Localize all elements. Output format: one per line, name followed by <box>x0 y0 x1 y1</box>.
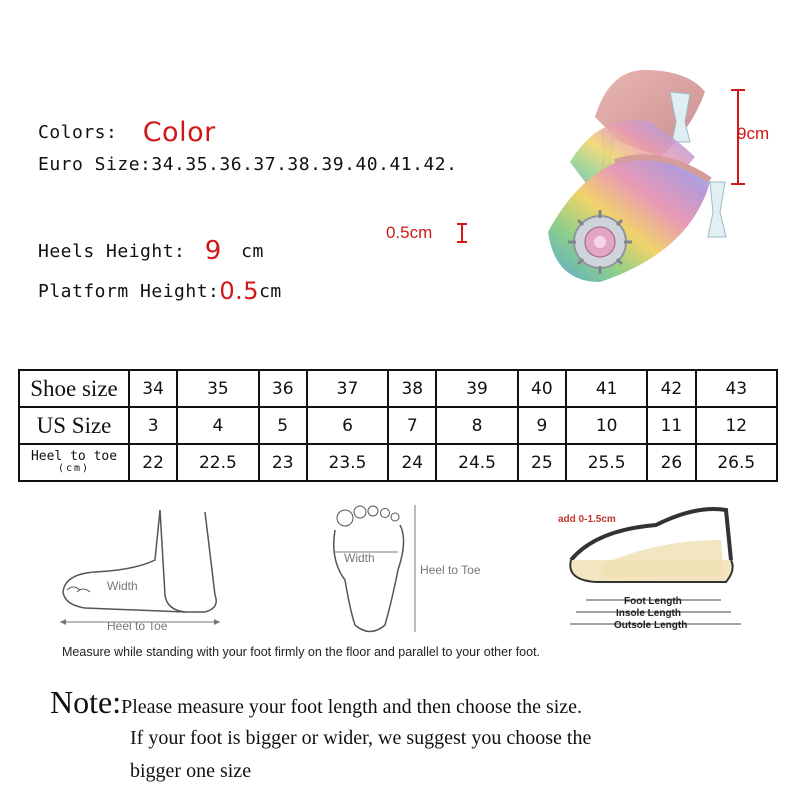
table-row <box>19 444 777 481</box>
platform-height-spec <box>38 275 282 303</box>
note-line-1: Please measure your foot length and then choose the size. <box>121 696 583 718</box>
table-cell: 9 <box>518 407 566 444</box>
colors-label: Colors: <box>38 122 118 143</box>
insole-length-label: Insole Length <box>616 608 681 619</box>
heel-to-toe-label: Heel to toe <box>30 448 118 464</box>
table-cell: 34 <box>129 370 177 407</box>
colors-spec <box>38 114 216 148</box>
table-cell: 12 <box>696 407 777 444</box>
size-note <box>50 684 591 783</box>
table-cell: 22 <box>129 444 177 481</box>
platform-height-value: 0.5 <box>219 277 260 305</box>
product-image <box>540 62 750 297</box>
outsole-length-label: Outsole Length <box>614 620 688 631</box>
row-label-heel-to-toe <box>19 444 129 481</box>
table-cell: 5 <box>259 407 307 444</box>
platform-height-unit: cm <box>259 281 282 302</box>
table-cell: 26.5 <box>696 444 777 481</box>
foot-length-label: Foot Length <box>624 596 682 607</box>
heel-height-label: Heels Height: <box>38 241 186 262</box>
size-chart-table <box>18 369 778 482</box>
table-cell: 26 <box>647 444 695 481</box>
heel-dimension-label: 9cm <box>737 124 770 143</box>
table-cell: 4 <box>177 407 258 444</box>
top-width-label: Width <box>344 551 375 565</box>
euro-size-label: Euro Size: <box>38 154 152 175</box>
row-label-shoe-size: Shoe size <box>19 370 129 407</box>
top-foot-diagram <box>330 500 510 640</box>
table-cell: 24 <box>388 444 436 481</box>
side-heel-to-toe-label: Heel to Toe <box>107 619 168 633</box>
table-cell: 42 <box>647 370 695 407</box>
table-cell: 25.5 <box>566 444 647 481</box>
table-row <box>19 407 777 444</box>
measure-caption: Measure while standing with your foot firmly on the floor and parallel to your other foot. <box>62 645 541 659</box>
euro-size-spec <box>38 154 457 175</box>
table-cell: 24.5 <box>436 444 517 481</box>
heel-height-spec <box>38 234 264 264</box>
table-cell: 41 <box>566 370 647 407</box>
note-line-3: bigger one size <box>130 760 252 782</box>
table-cell: 11 <box>647 407 695 444</box>
top-heel-to-toe-label: Heel to Toe <box>420 563 481 577</box>
table-cell: 40 <box>518 370 566 407</box>
table-cell: 35 <box>177 370 258 407</box>
table-cell: 43 <box>696 370 777 407</box>
unit-label: (cm) <box>57 462 91 474</box>
table-cell: 3 <box>129 407 177 444</box>
side-width-label: Width <box>107 579 138 593</box>
table-cell: 38 <box>388 370 436 407</box>
table-cell: 6 <box>307 407 388 444</box>
platform-dimension-label: 0.5cm <box>386 223 433 242</box>
table-row <box>19 370 777 407</box>
table-cell: 7 <box>388 407 436 444</box>
table-cell: 10 <box>566 407 647 444</box>
platform-dimension-marker <box>456 223 468 243</box>
row-label-us-size: US Size <box>19 407 129 444</box>
colors-value: Color <box>142 117 216 148</box>
table-cell: 37 <box>307 370 388 407</box>
note-title: Note: <box>50 684 122 720</box>
side-foot-diagram <box>55 500 235 640</box>
note-line-2: If your foot is bigger or wider, we suggest you choose the <box>130 727 592 749</box>
add-length-label: add 0-1.5cm <box>558 514 616 525</box>
table-cell: 36 <box>259 370 307 407</box>
platform-height-label: Platform Height: <box>38 281 220 302</box>
mule-shoe-illustration <box>540 62 750 297</box>
insole-length-diagram <box>556 500 756 640</box>
table-cell: 39 <box>436 370 517 407</box>
table-cell: 22.5 <box>177 444 258 481</box>
table-cell: 25 <box>518 444 566 481</box>
euro-size-value: 34.35.36.37.38.39.40.41.42. <box>151 154 458 175</box>
table-cell: 23.5 <box>307 444 388 481</box>
table-cell: 8 <box>436 407 517 444</box>
heel-height-unit: cm <box>241 241 264 262</box>
table-cell: 23 <box>259 444 307 481</box>
heel-height-value: 9 <box>204 236 222 266</box>
